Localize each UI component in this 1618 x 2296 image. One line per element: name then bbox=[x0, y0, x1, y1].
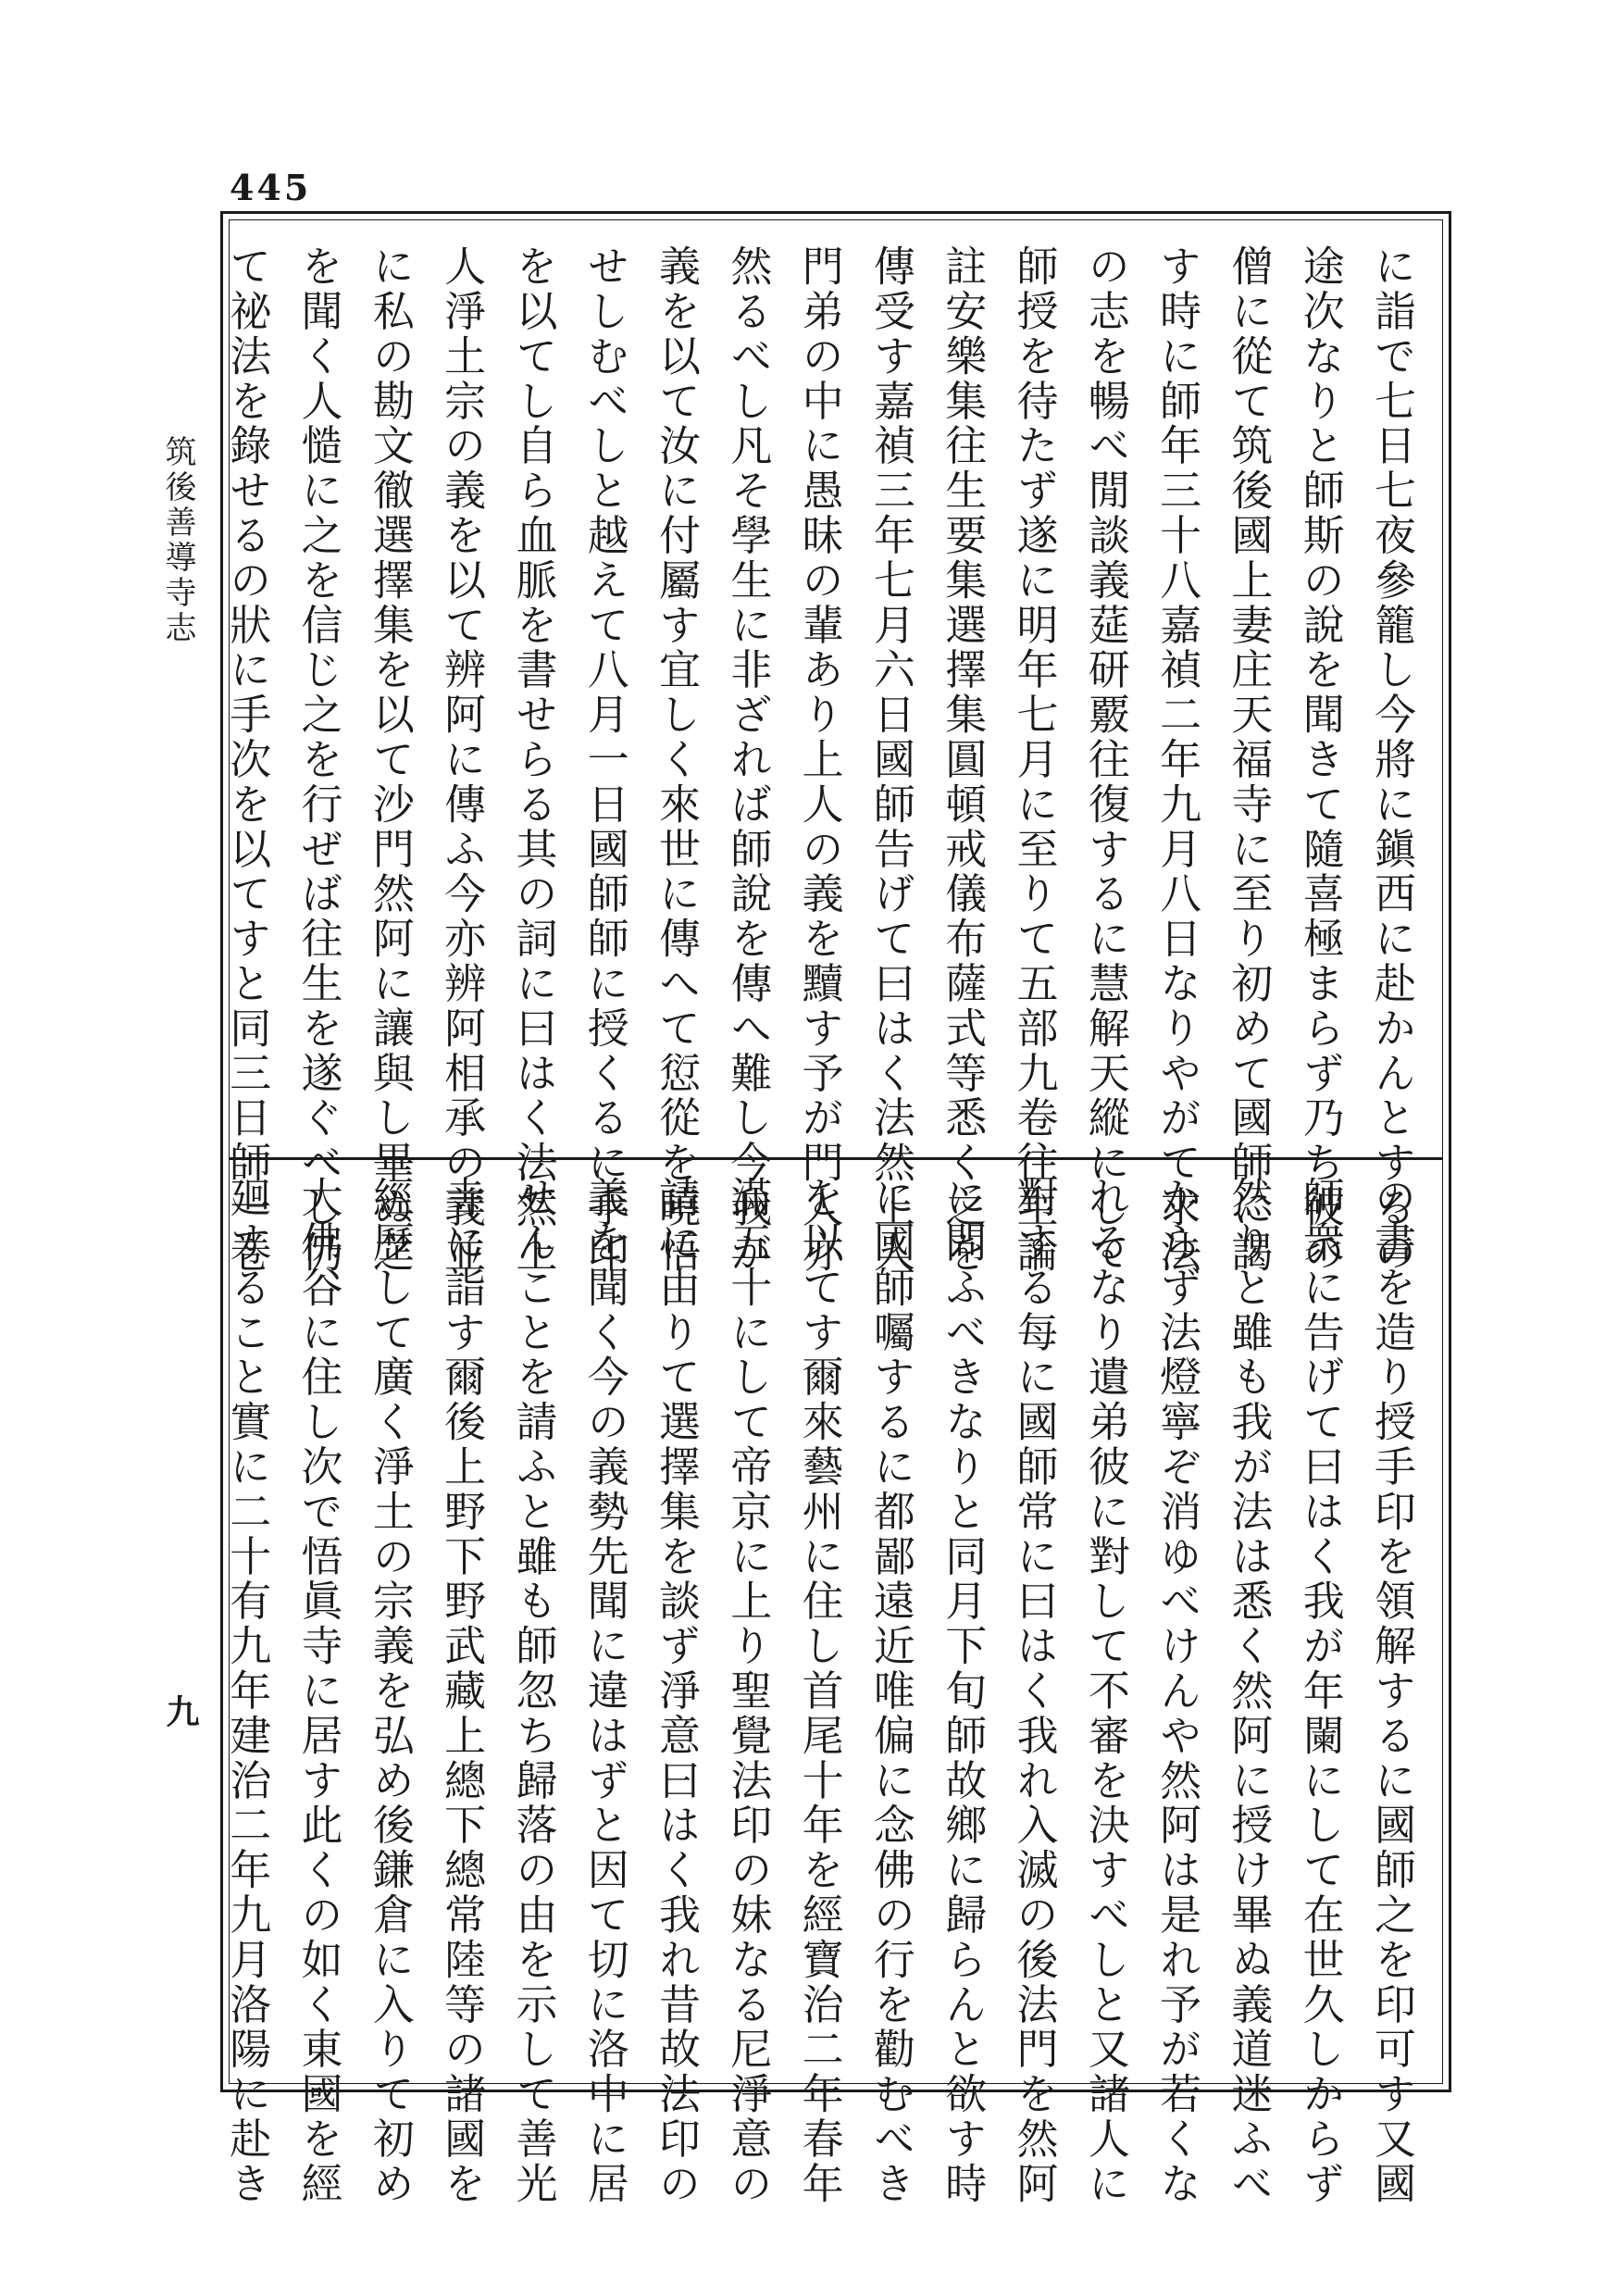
text-column: す時に師年三十八嘉禎二年九月八日なりやがて求法 bbox=[1152, 244, 1202, 1276]
text-column: 僧に從て筑後國上妻庄天福寺に至り初めて國師に謁 bbox=[1224, 244, 1274, 1276]
text-column: を聞く人慥に之を信じ之を行ぜば往生を遂ぐべし仍 bbox=[293, 244, 343, 1276]
text-column: の志を暢べ閒談義莚研覈往復するに慧解天縱にして bbox=[1080, 244, 1130, 1276]
upper-text-block bbox=[222, 244, 1427, 1276]
text-column: に私の勘文徹選擇集を以て沙門然阿に讓與し畢ぬ之 bbox=[365, 244, 415, 1276]
text-column: 經歷して廣く淨土の宗義を弘め後鎌倉に入りて初め bbox=[365, 1176, 415, 2207]
text-column: 對する每に國師常に曰はく我れ入滅の後法門を然阿 bbox=[1009, 1176, 1059, 2207]
text-column: 義を以て汝に付屬す宜しく來世に傳へて愆從を曉悟 bbox=[652, 244, 702, 1276]
text-column: 師衆に告げて曰はく我が年闌にして在世久しからず bbox=[1295, 1176, 1345, 2207]
text-column: に國師囑するに都鄙遠近唯偏に念佛の行を勸むべき bbox=[865, 1176, 915, 2207]
text-column: 人淨土宗の義を以て辨阿に傳ふ今亦辨阿相承の義並 bbox=[437, 244, 487, 1276]
text-column: れるなり遺弟彼に對して不審を決すべしと又諸人に bbox=[1080, 1176, 1130, 2207]
text-column: 然りと雖も我が法は悉く然阿に授け畢ぬ義道迷ふべ bbox=[1224, 1176, 1274, 2207]
text-column: 大佛谷に住し次で悟眞寺に居す此くの如く東國を經 bbox=[293, 1176, 343, 2207]
text-frame-inner bbox=[222, 219, 1443, 2207]
text-column: を以てす爾來藝州に住し首尾十年を經寶治二年春年 bbox=[794, 1176, 844, 2207]
text-column: 廻すること實に二十有九年建治二年九月洛陽に赴き bbox=[222, 1176, 272, 2207]
block-divider bbox=[230, 1157, 1442, 1160]
text-column: て祕法を錄せるの狀に手次を以てすと同三日師一卷 bbox=[222, 244, 272, 1276]
text-frame bbox=[220, 211, 1451, 2207]
text-column: に詣で七日七夜參籠し今將に鎭西に赴かんとするの bbox=[1367, 244, 1416, 1276]
text-column: 註安樂集往生要集選擇集圓頓戒儀布薩式等悉く之を bbox=[938, 244, 988, 1276]
running-title: 筑後善導寺志 bbox=[159, 435, 196, 646]
text-column: に問ふべきなりと同月下旬師故鄉に歸らんと欲す時 bbox=[938, 1176, 988, 2207]
text-column: からず法燈寧ぞ消ゆべけんや然阿は是れ予が若くな bbox=[1152, 1176, 1202, 2207]
text-column: の書を造り授手印を領解するに國師之を印可す又國 bbox=[1367, 1176, 1416, 2207]
lower-text-block bbox=[222, 1176, 1427, 2207]
text-column: 門弟の中に愚昧の輩あり上人の義を黷す予が門人亦 bbox=[794, 244, 844, 1276]
text-column: 寺に詣す爾後上野下野武藏上總下總常陸等の諸國を bbox=[437, 1176, 487, 2207]
text-column: せんことを請ふと雖も師忽ち歸落の由を示して善光 bbox=[508, 1176, 558, 2207]
text-column: 傳受す嘉禎三年七月六日國師告げて曰はく法然上人 bbox=[865, 244, 915, 1276]
text-column: 滿五十にして帝京に上り聖覺法印の妹なる尼淨意の bbox=[723, 1176, 773, 2207]
text-column: 請に由りて選擇集を談ず淨意曰はく我れ昔故法印の bbox=[652, 1176, 702, 2207]
text-column: 義を聞く今の義勢先聞に違はずと因て切に洛中に居 bbox=[579, 1176, 629, 2207]
page-number: 445 bbox=[230, 167, 312, 208]
text-column: 途次なりと師斯の說を聞きて隨喜極まらず乃ち彼の bbox=[1295, 244, 1345, 1276]
folio-number: 九 bbox=[161, 1694, 200, 1728]
text-column: 師授を待たず遂に明年七月に至りて五部九卷往生論 bbox=[1009, 244, 1059, 1276]
text-column: せしむべしと越えて八月一日國師師に授くるに手印 bbox=[579, 244, 629, 1276]
text-column: を以てし自ら血脈を書せらる其の詞に曰はく法然上 bbox=[508, 244, 558, 1276]
text-column: 然るべし凡そ學生に非ざれば師說を傳へ難し今我が bbox=[723, 244, 773, 1276]
